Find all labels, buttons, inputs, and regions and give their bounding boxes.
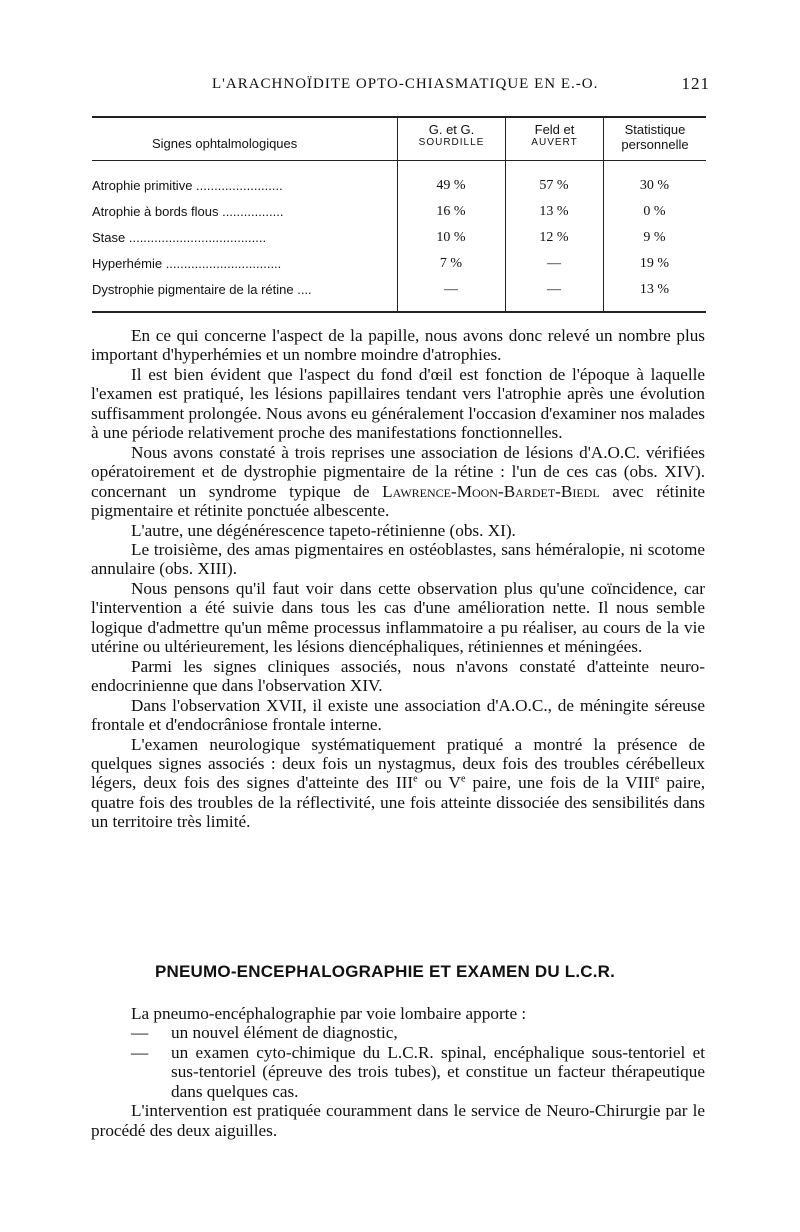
header-signes: Signes ophtalmologiques bbox=[152, 136, 298, 151]
cell-feld-auvert: 13 % bbox=[539, 204, 569, 219]
paragraph: L'autre, une dégénérescence tapeto-rétinienne (obs. XI). bbox=[131, 520, 516, 540]
ophthalmology-table bbox=[92, 116, 706, 313]
table-row bbox=[92, 173, 706, 199]
cell-statistique: 19 % bbox=[639, 256, 670, 271]
syndrome-name: Lawrence-Moon-Bardet-Biedl bbox=[382, 481, 600, 501]
row-label: Dystrophie pigmentaire de la rétine .... bbox=[92, 282, 312, 297]
cell-sourdille: 10 % bbox=[436, 230, 466, 245]
cell-sourdille: 49 % bbox=[436, 178, 466, 193]
table-row bbox=[92, 225, 706, 251]
running-title: L'ARACHNOÏDITE OPTO-CHIASMATIQUE EN E.-O. bbox=[212, 76, 599, 92]
paragraph: En ce qui concerne l'aspect de la papille, nous avons donc relevé un nombre plus important d'hyperhémies et un nombre moindre d'atrophies. bbox=[91, 326, 705, 365]
cell-sourdille: 7 % bbox=[439, 256, 463, 271]
cell-statistique: 30 % bbox=[639, 178, 670, 193]
page-number: 121 bbox=[681, 74, 710, 93]
row-label: Hyperhémie ................................ bbox=[92, 256, 282, 271]
paragraph: Parmi les signes cliniques associés, nous n'avons constaté d'atteinte neuro-endocrinienne que dans l'observation XIV. bbox=[91, 656, 705, 696]
paragraph: Nous avons constaté à trois reprises une association de lésions d'A.O.C. vérifiées opératoirement et de dystrophie pigmentaire de la rétine : l'un de ces cas (obs. XIV). concernant un syndrome typique de Lawrence-Moon-Bardet-Biedl avec rétinite pigmentaire et rétinite ponctuée albescente. bbox=[91, 442, 706, 521]
row-label: Atrophie primitive ........................ bbox=[92, 178, 283, 193]
cell-feld-auvert: — bbox=[547, 282, 561, 297]
cell-feld-auvert: 12 % bbox=[539, 230, 569, 245]
paragraph: La pneumo-encéphalographie par voie lombaire apporte : bbox=[131, 1004, 527, 1023]
list-item: — un nouvel élément de diagnostic, bbox=[131, 1023, 398, 1043]
table-header bbox=[92, 118, 706, 161]
body-text bbox=[91, 326, 705, 832]
paragraph: Le troisième, des amas pigmentaires en ostéoblastes, sans héméralopie, ni scotome annulaire (obs. XIII). bbox=[91, 539, 705, 579]
header-statistique: Statistique personnelle bbox=[603, 118, 706, 160]
section-text bbox=[91, 1004, 705, 1140]
header-sourdille: G. et G. SOURDILLE bbox=[397, 118, 505, 160]
table-row bbox=[92, 277, 706, 303]
cell-sourdille: 16 % bbox=[436, 204, 466, 219]
row-label: Atrophie à bords flous ................. bbox=[92, 204, 284, 219]
cell-statistique: 0 % bbox=[643, 204, 666, 219]
page-header bbox=[90, 74, 710, 98]
list-item: — un examen cyto-chimique du L.C.R. spinal, encéphalique sous-tentoriel et sus-tentoriel (épreuve des trois tubes), et constitue un facteur thérapeutique dans quelques cas. bbox=[131, 1042, 705, 1101]
paragraph: Il est bien évident que l'aspect du fond d'œil est fonction de l'époque à laquelle l'examen est pratiqué, les lésions papillaires tendant vers l'atrophie après une évolution suffisamment prolongée. Nous avons eu généralement l'occasion d'examiner nos malades à une période relativement proche des manifestations fonctionnelles. bbox=[91, 364, 705, 443]
cell-statistique: 9 % bbox=[643, 230, 666, 245]
cell-statistique: 13 % bbox=[639, 282, 670, 297]
cell-feld-auvert: 57 % bbox=[539, 178, 569, 193]
table-row bbox=[92, 251, 706, 277]
cell-feld-auvert: — bbox=[547, 256, 561, 271]
table-row bbox=[92, 199, 706, 225]
cell-sourdille: — bbox=[444, 282, 458, 297]
section-title: PNEUMO-ENCEPHALOGRAPHIE ET EXAMEN DU L.C.R. bbox=[155, 962, 616, 981]
paragraph: L'intervention est pratiquée couramment dans le service de Neuro-Chirurgie par le procédé des deux aiguilles. bbox=[91, 1101, 705, 1140]
table-bottom-rule bbox=[92, 311, 706, 313]
header-feld-auvert: Feld et AUVERT bbox=[505, 118, 603, 160]
row-label: Stase ...................................... bbox=[92, 230, 267, 245]
paragraph: Dans l'observation XVII, il existe une association d'A.O.C., de méningite séreuse frontale et d'endocrâniose frontale interne. bbox=[91, 695, 705, 735]
paragraph: L'examen neurologique systématiquement pratiqué a montré la présence de quelques signes associés : deux fois un nystagmus, deux fois des troubles cérébelleux légers, deux fois des signes d'atteinte des IIIe ou Ve paire, une fois de la VIIIe paire, quatre fois des troubles de la réflectivité, une fois atteinte dissociée des sensibilités dans un territoire très limité. bbox=[91, 734, 705, 832]
table-body bbox=[92, 161, 706, 311]
paragraph: Nous pensons qu'il faut voir dans cette observation plus qu'une coïncidence, car l'intervention a été suivie dans tous les cas d'une amélioration nette. Il nous semble logique d'admettre qu'un même processus inflammatoire a pu réaliser, au cours de la vie utérine ou ultérieurement, les lésions diencéphaliques, rétiniennes et méningées. bbox=[91, 578, 705, 657]
